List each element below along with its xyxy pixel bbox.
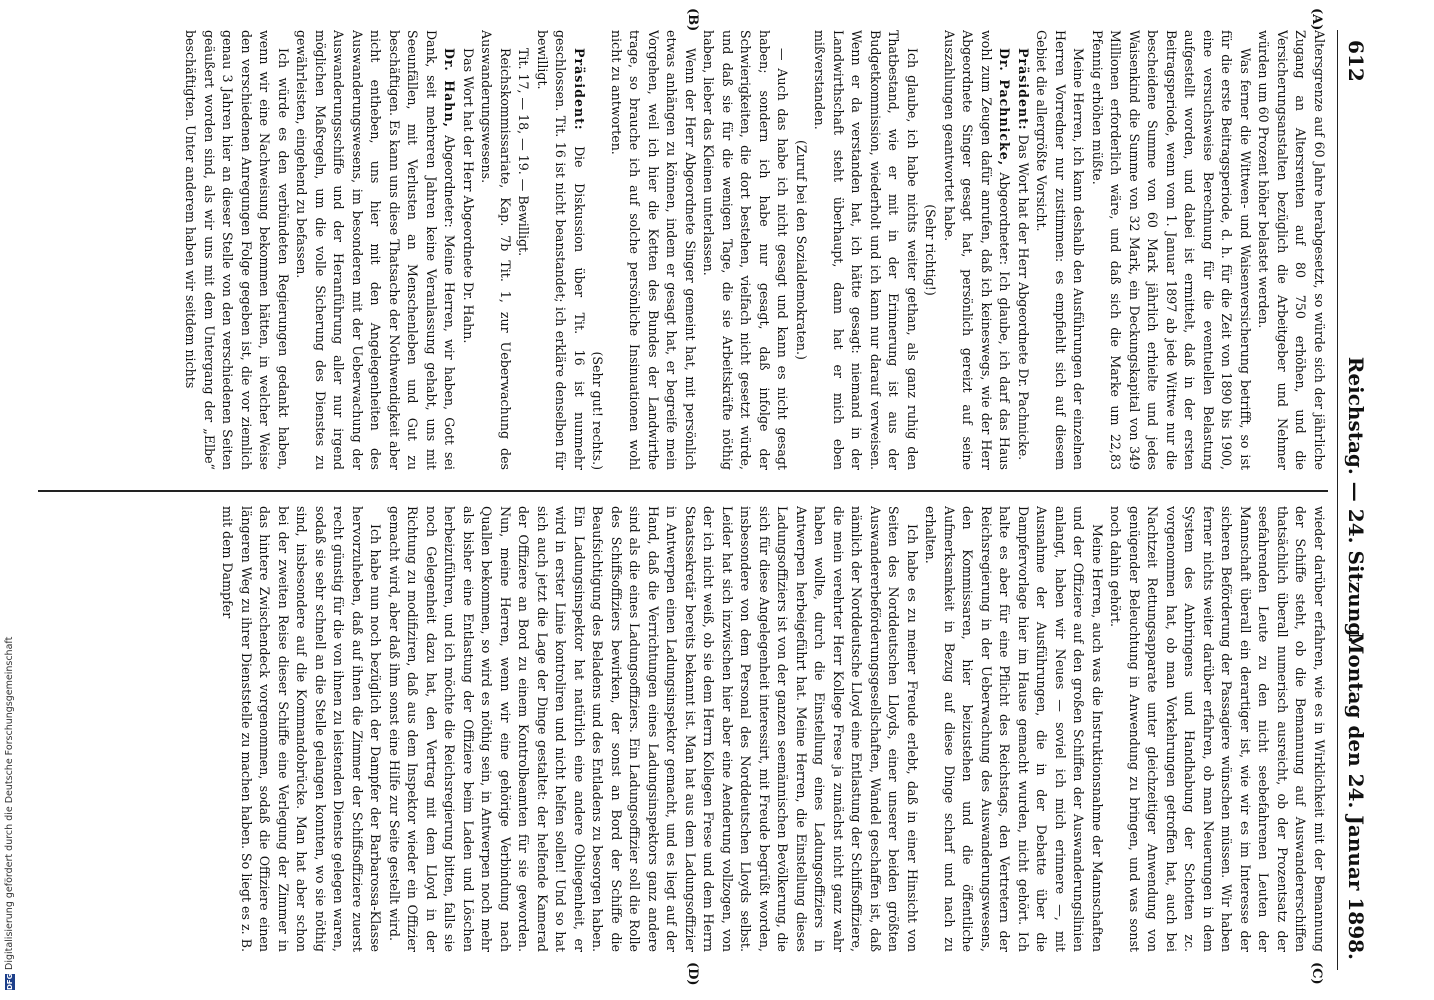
paragraph: Tit. 17, — 18, — 19. — Bewilligt. xyxy=(516,48,532,257)
paragraph: Reichskommissariate, Kap. 7b Tit. 1, zur Ueberwachung des Auswanderungswesens. xyxy=(479,30,513,470)
paragraph: — Auch das habe ich nicht gesagt und kann es nicht gesagt haben; sondern ich habe nur gesagt, daß infolge der Schwierigkeiten, die dort bestehen, vielfach nicht gesetzt würde, und daß sie für die wenigen Tage, die sie Arbeitskräfte nöthig haben, lieber das Kleinen unterlassen. xyxy=(701,30,791,470)
interjection: (Sehr richtig!) xyxy=(923,204,939,296)
session-date: Montag den 24. Januar 1898. xyxy=(1344,632,1368,960)
column-divider xyxy=(38,490,1328,492)
paragraph: Was ferner die Wittwen- und Waisenversicherung betrifft, so ist für die erste Beitragsperiode, d. h. für die Zeit von 1890 bis 1900, eine versuchsweise Berechnung für die eventuellen Belastung aufgestellt worden, und dabei ist ermittelt, daß in der ersten Beitragsperiode, wenn vom 1. Januar 1897 ab jede Wittwe nur die bescheidene Summe von 60 Mark jährlich erhielte und jedes Waisenkind die Summe von 32 Mark, ein Deckungskapital von 349 Millionen erforderlich wäre, und daß sich die Marke um 22,83 Pfennig erhöhen müßte. xyxy=(1090,30,1253,470)
paragraph: Ich glaube, ich habe nichts weiter gethan, als ganz ruhig den Thatbestand, wie er mit in der Erinnerung ist aus der Budgetkommission, wiederholt und ich kann nur darauf verweisen. Wenn er da verstanden hat, ich hätte gesagt: niemand in der Landwirthschaft steht überhaupt, dann hat er mich eben mißverstanden. xyxy=(812,30,920,470)
paragraph: Meine Herren, auch was die Instruktionsnahme der Mannschaften und der Offiziere auf den großen Schiffen der Auswanderungslinien anlangt, haben wir Neues — soviel ich mich erinnere —, mit Ausnahme der Ausführungen, die in der Debatte über die Dampfervorlage hier im Hause gemacht wurden, nicht gehört. Ich halte es aber für eine Pflicht des Reichstags, den Vertretern der Reichsregierung in der Ueberwachung des Auswanderungswesens, den Kommissaren, hier beizustehen und die öffentliche Aufmerksamkeit in Bezug auf diese Dinge scharf und nach zu erhalten. xyxy=(923,506,1105,952)
margin-marker-a: (A) xyxy=(1309,8,1324,31)
paragraph: Ich habe nun noch bezüglich der Dampfer der Barbarossa-Klasse hervorzuheben, daß auf ihnen die Zimmer der Schiffsoffiziere zuerst recht günstig für die von ihnen zu leistenden Dienste gelegen waren, sodaß sie sehr schnell an die Stelle gelangen konnten, wo sie nöthig sind, insbesondere auf die Kommandobrücke. Man hat aber schon bei der zweiten Reise dieser Schiffe eine Verlegung der Zimmer in das hintere Zwischendeck vorgenommen, sodaß die Offiziere einen längeren Weg zu ihrer Dienststelle zu machen haben. So liegt es z. B. mit dem Dampfer xyxy=(220,506,384,952)
speaker-name: Dr. Hahn, xyxy=(442,48,458,128)
speaker-name: Präsident: xyxy=(572,48,587,131)
right-column xyxy=(38,506,1328,952)
speech-text: Abgeordneter: Meine Herren, wir haben, Gott sei Dank, seit mehreren Jahren keine Veranlassung gehabt, uns mit Seeunfällen, mit Verlusten an Menschenleben und Gut zu beschäftigen. Es kann uns diese Thatsache der Nothwendigkeit aber nicht entheben, uns hier mit den Angelegenheiten des Auswanderungswesens, im besonderen mit der Ueberwachung der Auswanderungsschiffe und der Heranführung aller nur irgend möglichen Maßregeln, um die volle Sicherung des Dienstes zu gewährleisten, eingehend zu befassen. xyxy=(294,30,458,470)
paragraph xyxy=(940,30,1014,470)
speech-text: Die Diskussion über Tit. 16 ist nunmehr geschlossen. Tit. 16 ist nicht beanstandet; ich erkläre denselben für bewilligt. xyxy=(535,30,587,470)
paragraph: wieder darüber erfahren, wie es in Wirklichkeit mit der Bemannung der Schiffe steht, ob die Bemannung auf Auswandererschiffen thatsächlich überall numerisch ausreicht, ob der Prozentsatz der seefahrenden Leute zu den nicht seebefahrenen Leuten der Mannschaft überall ein derartiger ist, wie wir es im Interesse der sicheren Beförderung der Passagiere wünschen müssen. Wir haben ferner nichts weiter darüber erfahren, ob man Neuerungen in dem System des Anbringens und Handhabung der Schotten zc. vorgenommen hat, ob man Vorkehrungen getroffen hat, auch bei Nachtzeit Rettungsapparate unter gleichzeitiger Anwendung von genügender Beleuchtung in Anwendung zu bringen, und was sonst noch dahin gehört. xyxy=(1108,506,1327,952)
paragraph xyxy=(533,30,589,470)
paragraph: Meine Herren, ich kann deshalb den Ausführungen der einzelnen Herren Vorredner nur zustimmen: es empfiehlt sich auf diesem Gebiet die allergrößte Vorsicht. xyxy=(1034,30,1087,470)
margin-marker-b: (B) xyxy=(685,8,700,32)
paragraph: Wenn der Herr Abgeordnete Singer gemeint hat, mit persönlich etwas anhängen zu können, indem er gesagt hat, er begreife mein Vorgehen, weil ich hier die Ketten des Bundes der Landwirthe trage, so brauche ich auf solche persönliche Insinuationen wohl nicht zu antworten. xyxy=(609,30,698,470)
paragraph: Ich würde es den verbündeten Regierungen gedankt haben, wenn wir eine Nachweisung bekommen hätten, in welcher Weise den verschiedenen Anregungen Folge gegeben ist, die vor ziemlich genau 3 Jahren hier an dieser Stelle von den verschiedenen Seiten geäußert worden sind, als wir uns mit dem Untergang der „Elbe“ beschäftigten. Unter anderem haben wir seitdem nichts xyxy=(183,30,291,470)
page-title: Reichstag. — 24. Sitzung. xyxy=(1344,356,1368,644)
paragraph xyxy=(1014,30,1033,470)
newspaper-page xyxy=(20,0,1380,1000)
interjection: (Sehr gut! rechts.) xyxy=(590,351,606,470)
paragraph: Ich habe es zu meiner Freude erlebt, daß in einer Hinsicht von Seiten des Norddeutschen Lloyds, einer unserer beiden größten Auswandererbeförderungsgesellschaften, Wandel geschaffen ist, daß nämlich der Norddeutsche Lloyd eine Entlastung der Schiffsoffiziere, die mein verehrter Herr Kollege Frese ja zunächst nicht ganz wahr haben wollte, durch die Einstellung eines Ladungsoffiziers in Antwerpen herbeigeführt hat. Meine Herren, die Einstellung dieses Ladungsoffiziers ist von der ganzen seemännischen Bevölkerung, die sich für diese Angelegenheit interessirt, mit Freude begrüßt worden, insbesondere von dem Personal des Norddeutschen Lloyds selbst. Leider hat sich inzwischen hier aber eine Aenderung vollzogen, von der ich nicht weiß, ob sie dem Herrn Kollegen Frese und dem Herrn Staatssekretär bereits bekannt ist. Man hat aus dem Ladungsoffizier in Antwerpen einen Ladungsinspektor gemacht, und es liegt auf der Hand, daß die Verrichtungen eines Ladungsinspektors ganz andere sind als die eines Ladungsoffiziers. Ein Ladungsoffizier soll die Rolle des Schiffsoffiziers bewirken, der sonst an Bord der Schiffe die Beaufsichtigung des Beladens und des Entladens zu besorgen haben. Ein Ladungsinspektor hat natürlich eine andere Obliegenheit, er wird in erster Linie kontroliren und nicht helfen sollen! Und so hat sich auch jetzt die Lage der Dinge gestaltet: der helfende Kamerad der Offiziere an Bord zu einem Kontrolbeamten für sie geworden. Nun, meine Herren, wenn wir eine gehörige Verbindung nach Quallen bekommen, so wird es nöthig sein, in Antwerpen noch mehr als bisher eine Entlastung der Offiziere beim Laden und Löschen herbeizuführen, und ich möchte die Reichsregierung bitten, falls sie noch Gelegenheit dazu hat, den Vertrag mit dem Lloyd in der Richtung zu modifiziren, daß aus dem Inspektor wieder ein Offizier gemacht wird, aber daß ihm sonst eine Hilfe zur Seite gestellt wird. xyxy=(387,506,920,952)
margin-marker-c: (C) xyxy=(1309,962,1324,985)
speaker-name: Präsident: xyxy=(1016,48,1031,131)
digitization-credit xyxy=(4,637,15,990)
paragraph xyxy=(292,30,459,470)
speech-text: Abgeordneter: Ich glaube, ich darf das Haus wohl zum Zeugen dafür anrufen, daß ich keineswegs, wie der Herr Abgeordnete Singer gesagt hat, persönlich gereizt auf seine Auszahlungen geantwortet habe. xyxy=(942,30,1013,470)
dfg-logo-icon: DFG xyxy=(5,973,14,990)
page-header xyxy=(1337,30,1372,970)
speech-text: Das Wort hat der Herr Abgeordnete Dr. Pachnicke. xyxy=(1016,134,1031,461)
left-column xyxy=(38,30,1328,470)
speaker-name: Dr. Pachnicke, xyxy=(997,48,1013,167)
margin-marker-d: (D) xyxy=(685,962,700,986)
paragraph: Altersgrenze auf 60 Jahre herabgesetzt, so würde sich der jährliche Zugang an Altersrenten auf 80 750 erhöhen, und die Versicherungsanstalten bezüglich die Arbeitgeber und Nehmer würden um 60 Prozent höher belastet werden. xyxy=(1256,30,1327,470)
page-number: 612 xyxy=(1344,40,1368,82)
interjection: (Zuruf bei den Sozialdemokraten.) xyxy=(794,140,809,360)
credit-text: Digitalisierung gefördert durch die Deutsche Forschungsgemeinschaft xyxy=(4,636,15,970)
paragraph: Das Wort hat der Herr Abgeordnete Dr. Hahn. xyxy=(461,48,476,344)
